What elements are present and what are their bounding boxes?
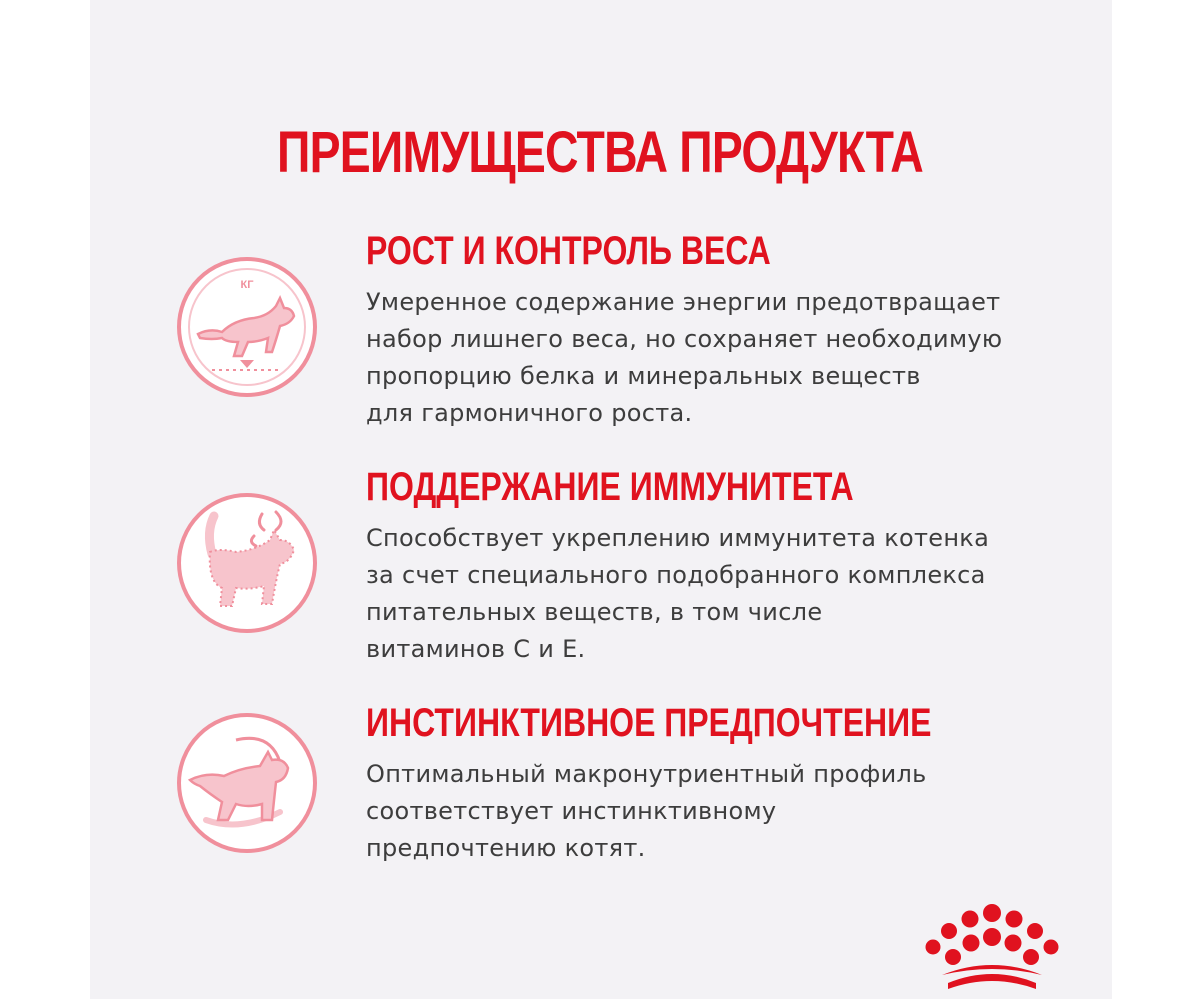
text-line: соответствует инстинктивному — [366, 797, 777, 825]
cat-instinct-icon — [176, 712, 318, 854]
text-line: предпочтению котят. — [366, 834, 646, 862]
text-line: витаминов С и Е. — [366, 635, 586, 663]
text-line: для гармоничного роста. — [366, 399, 693, 427]
kitten-immunity-icon — [176, 492, 318, 634]
text-line: пропорцию белка и минеральных веществ — [366, 362, 921, 390]
text-line: Умеренное содержание энергии предотвращает — [366, 288, 1001, 316]
feature-title-instinct: ИНСТИНКТИВНОЕ ПРЕДПОЧТЕНИЕ — [366, 701, 932, 745]
text-line: Оптимальный макронутриентный профиль — [366, 760, 927, 788]
feature-text-instinct — [366, 756, 1086, 867]
royal-canin-crown-logo — [924, 903, 1060, 995]
text-line: Способствует укреплению иммунитета котенка — [366, 524, 990, 552]
page-title: ПРЕИМУЩЕСТВА ПРОДУКТА — [277, 120, 923, 185]
text-line: за счет специального подобранного комплекса — [366, 561, 986, 589]
feature-text-growth — [366, 284, 1086, 432]
cat-weight-scale-icon — [176, 256, 318, 398]
feature-title-growth: РОСТ И КОНТРОЛЬ ВЕСА — [366, 229, 771, 273]
text-line: набор лишнего веса, но сохраняет необходимую — [366, 325, 1003, 353]
text-line: питательных веществ, в том числе — [366, 598, 823, 626]
feature-title-immunity: ПОДДЕРЖАНИЕ ИММУНИТЕТА — [366, 465, 854, 509]
kg-label: КГ — [240, 279, 254, 291]
feature-text-immunity — [366, 520, 1086, 668]
